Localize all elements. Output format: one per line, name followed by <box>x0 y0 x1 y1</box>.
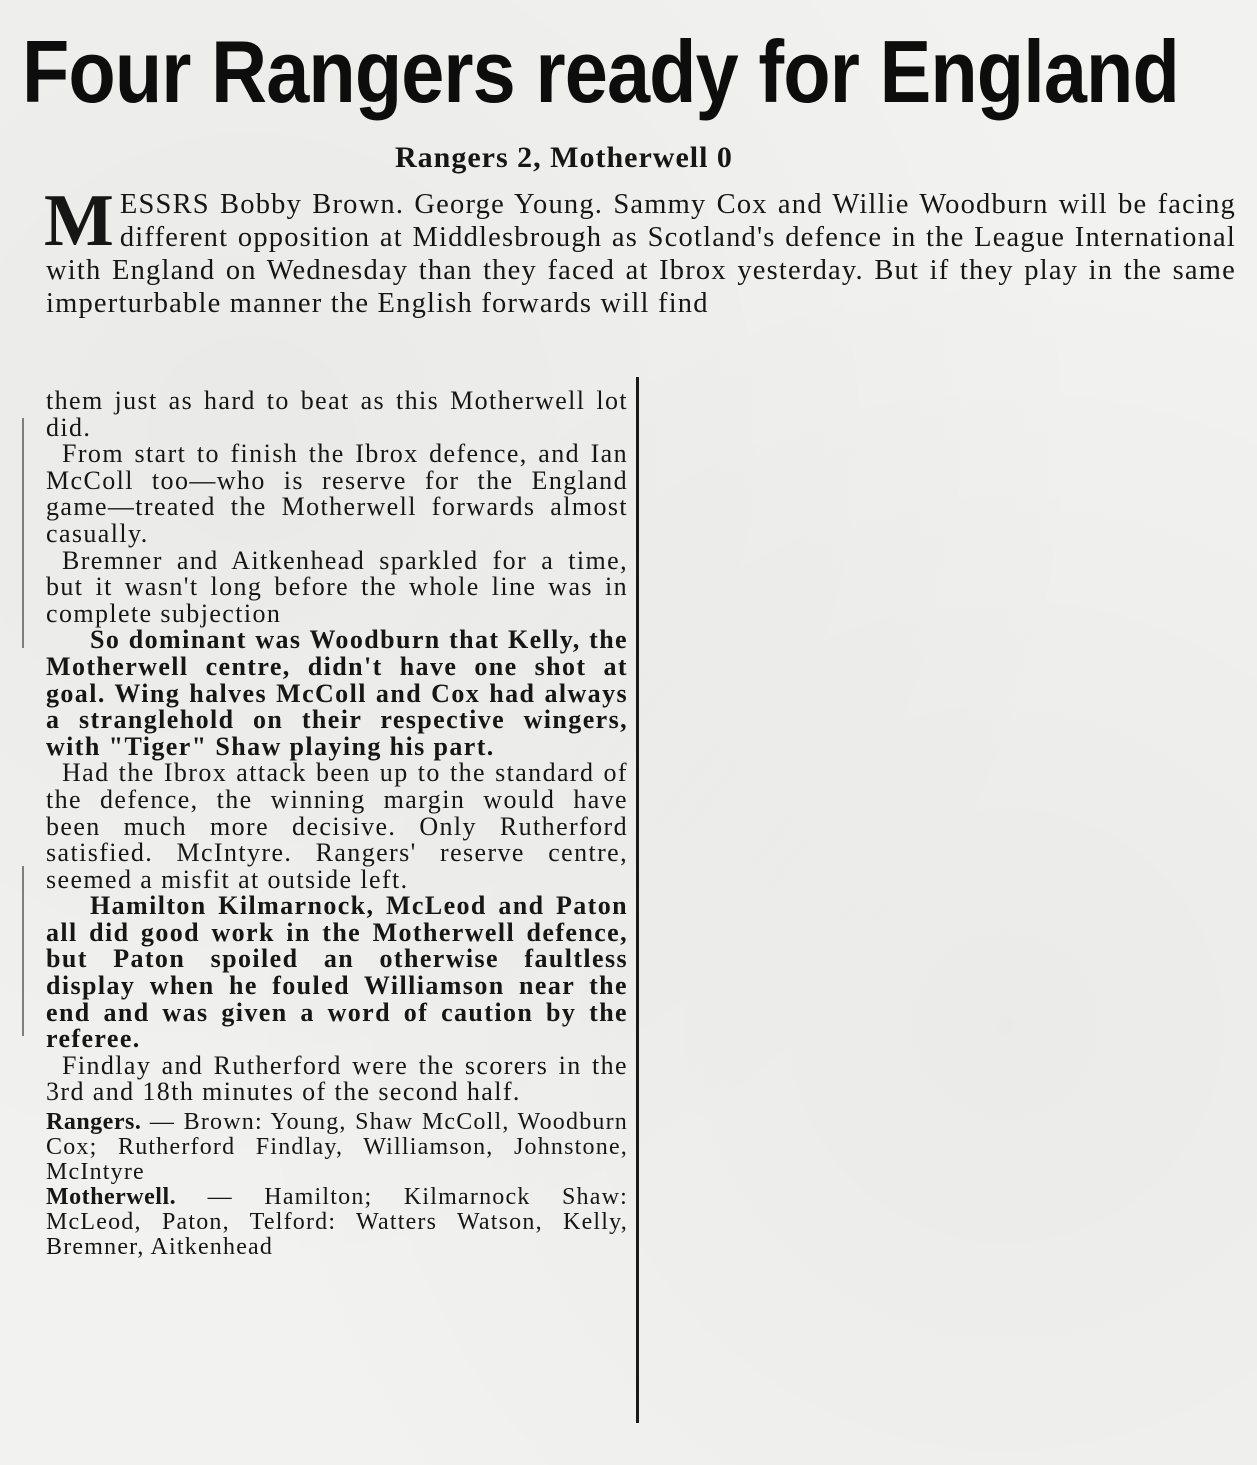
lead-paragraph <box>44 180 1236 320</box>
paragraph: Had the Ibrox attack been up to the standard of the defence, the winning margin would have been much more decisive. Only Rutherford satisfied. McIntyre. Rangers' reserve centre, seemed a misfit at outside left. <box>46 758 628 894</box>
motherwell-players: — Hamilton; Kilmarnock Shaw: McLeod, Paton, Telford: Watters Watson, Kelly, Bremner, Aitkenhead <box>46 1184 628 1261</box>
motherwell-label: Motherwell. <box>46 1184 177 1211</box>
left-margin-mark <box>22 866 24 1036</box>
drop-cap: M <box>44 180 114 262</box>
left-margin-mark <box>22 418 24 648</box>
paragraph-bold: So dominant was Woodburn that Kelly, the Motherwell centre, didn't have one shot at goal. Wing halves McColl and Cox had always a stranglehold on their respective wingers, with "Tiger" Shaw playing his part. <box>46 625 628 761</box>
paragraph: From start to finish the Ibrox defence, and Ian McColl too—who is reserve for the England game—treated the Motherwell forwards almost casually. <box>46 439 628 548</box>
column-rule <box>636 377 639 1423</box>
paragraph: Findlay and Rutherford were the scorers in the 3rd and 18th minutes of the second half. <box>46 1050 628 1107</box>
rangers-players: — Brown: Young, Shaw McColl, Woodburn Cox; Rutherford Findlay, Williamson, Johnstone, McIntyre <box>46 1109 628 1186</box>
team-lineups <box>46 1110 628 1260</box>
article-column <box>46 388 628 1260</box>
rangers-label: Rangers. <box>46 1109 142 1136</box>
lead-text: ESSRS Bobby Brown. George Young. Sammy Cox and Willie Woodburn will be facing different opposition at Middlesbrough as Scotland's defence in the League International with England on Wednesday than they faced at Ibrox yesterday. But if they play in the same imperturbable manner the English forwards will find <box>46 189 1236 319</box>
motherwell-lineup <box>46 1185 628 1260</box>
match-score-subhead: Rangers 2, Motherwell 0 <box>395 141 733 174</box>
rangers-lineup <box>46 1110 628 1185</box>
paragraph: Bremner and Aitkenhead sparkled for a time, but it wasn't long before the whole line was in complete subjection <box>46 545 628 628</box>
paragraph-bold: Hamilton Kilmarnock, McLeod and Paton all did good work in the Motherwell defence, but Paton spoiled an otherwise faultless display when he fouled Williamson near the end and was given a word of caution by the referee. <box>46 891 628 1054</box>
paragraph: them just as hard to beat as this Motherwell lot did. <box>46 386 628 442</box>
headline: Four Rangers ready for England <box>22 22 1179 121</box>
